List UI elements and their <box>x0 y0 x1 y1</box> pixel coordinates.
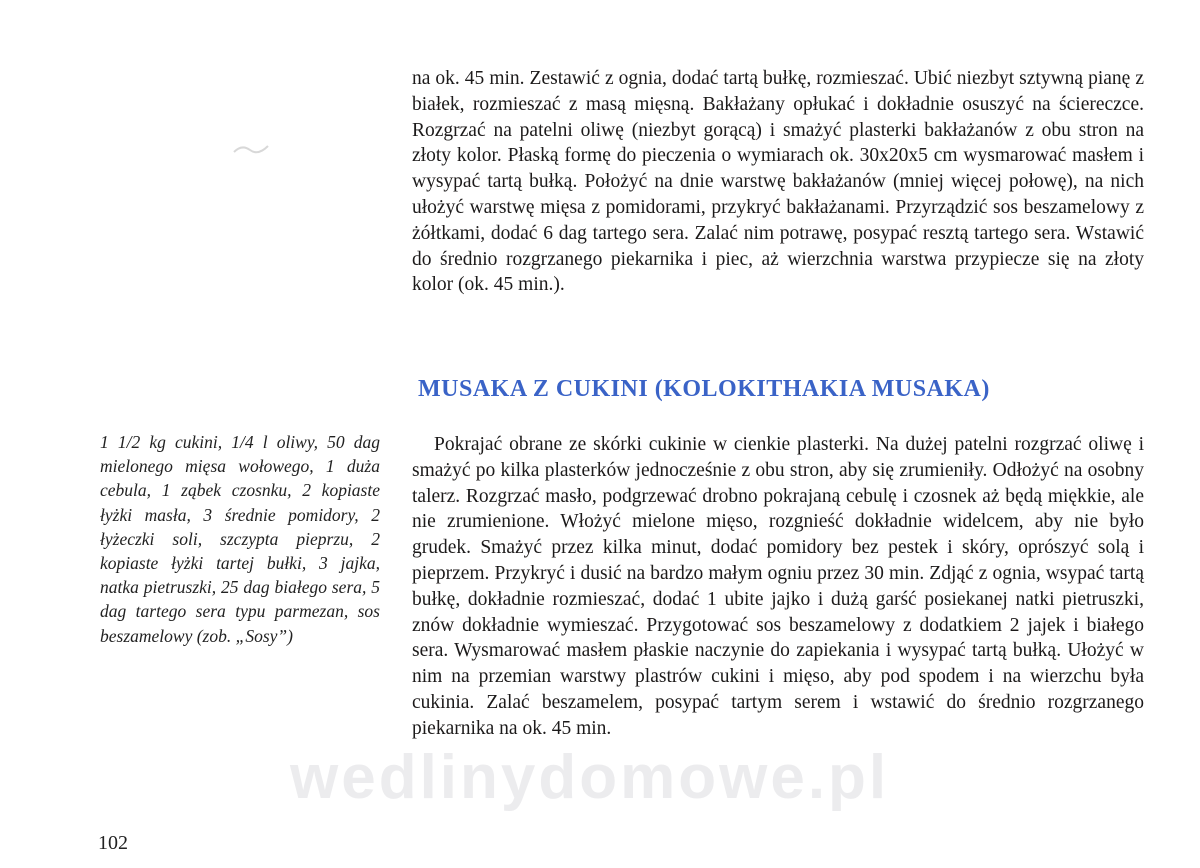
page-number: 102 <box>98 832 128 854</box>
recipe-instructions-paragraph: Pokrajać obrane ze skórki cukinie w cienkie plasterki. Na dużej patelni rozgrzać oliwę i smażyć po kilka plasterków jednocześnie z obu stron, aby się zrumieniły. Odłożyć na osobny talerz. Rozgrzać masło, podgrzewać drobno pokrajaną cebulę i czosnek aż będą miękkie, ale nie zrumienione. Włożyć mielone mięso, rozgnieść dokładnie widelcem, aby nie było grudek. Smażyć przez kilka minut, dodać pomidory bez pestek i skóry, oprószyć solą i pieprzem. Przykryć i dusić na bardzo małym ogniu przez 30 min. Zdjąć z ognia, wsypać tartą bułkę, dokładnie rozmieszać, dodać 1 ubite jajko i dużą garść posiekanej natki pietruszki, znów dokładnie wymieszać. Przygotować sos beszamelowy z dodatkiem 2 jajek i białego sera. Wysmarować masłem płaskie naczynie do zapiekania i wysypać tartą bułką. Ułożyć w nim na przemian warstwy plastrów cukini i mięso, aby pod spodem i na wierzchu była cukinia. Zalać beszamelem, posypać tartym serem i wstawić do średnio rozgrzanego piekarnika na ok. 45 min. <box>412 434 1144 739</box>
recipe-title: MUSAKA Z CUKINI (KOLOKITHAKIA MUSAKA) <box>418 376 990 402</box>
scan-smudge <box>232 138 272 158</box>
recipe-continuation-paragraph: na ok. 45 min. Zestawić z ognia, dodać tartą bułkę, rozmieszać. Ubić niezbyt sztywną pianę z białek, rozmieszać z masą mięsną. Bakłażany opłukać i dokładnie osuszyć na ściereczce. Rozgrzać na patelni oliwę (niezbyt gorącą) i smażyć plasterki bakłażanów z obu stron na złoty kolor. Płaską formę do pieczenia o wymiarach ok. 30x20x5 cm wysmarować masłem i wysypać tartą bułką. Położyć na dnie warstwę bakłażanów (mniej więcej połowę), na nich ułożyć warstwę mięsa z pomidorami, przykryć bakłażanami. Przyrządzić sos beszamelowy z żółtkami, dodać 6 dag tartego sera. Zalać nim potrawę, posypać resztą tartego sera. Wstawić do średnio rozgrzanego piekarnika i piec, aż wierzchnia warstwa przypiecze się na złoty kolor (ok. 45 min.). <box>412 68 1144 296</box>
ingredients-list: 1 1/2 kg cukini, 1/4 l oliwy, 50 dag mielonego mięsa wołowego, 1 duża cebula, 1 ząbek czosnku, 2 kopiaste łyżki masła, 3 średnie pomidory, 2 łyżeczki soli, szczypta pieprzu, 2 kopiaste łyżki tartej bułki, 3 jajka, natka pietruszki, 25 dag białego sera, 5 dag tartego sera typu parmezan, sos beszamelowy (zob. „Sosy”) <box>100 432 380 646</box>
watermark: wedlinydomowe.pl <box>290 743 890 812</box>
